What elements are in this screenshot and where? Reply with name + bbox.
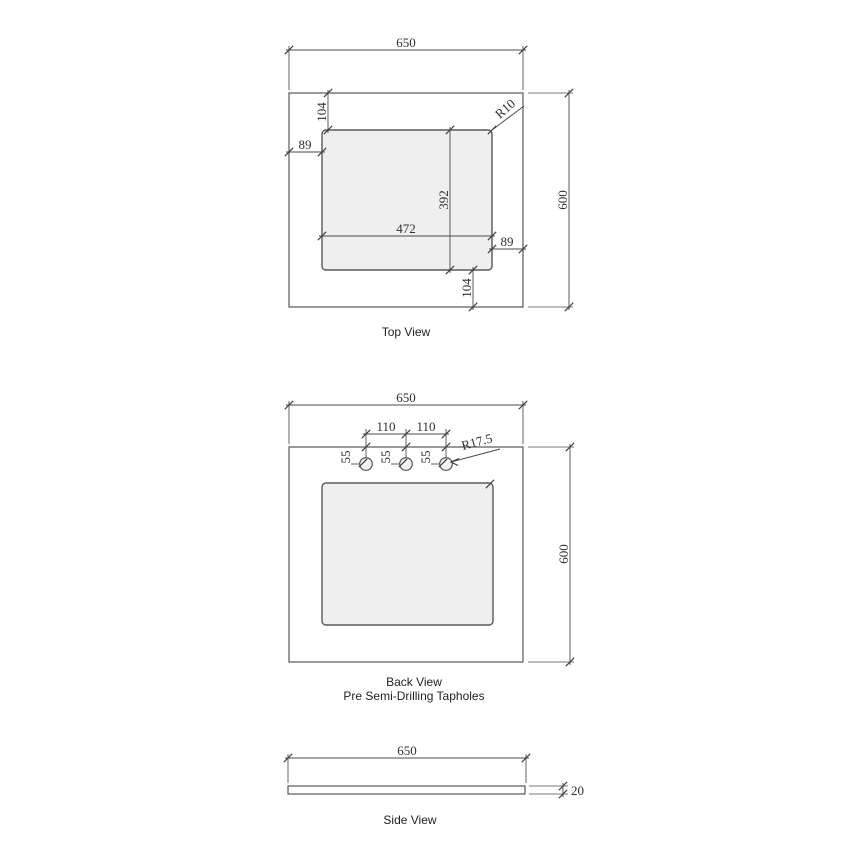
back-view xyxy=(285,390,574,703)
dim-corner-radius: R10 xyxy=(491,95,519,122)
dim-taphole-radius: R17.5 xyxy=(459,430,494,453)
dim-taphole-spacing-right: 110 xyxy=(416,419,436,434)
dim-taphole-spacing-left: 110 xyxy=(376,419,396,434)
back-view-label: Back View xyxy=(386,675,442,689)
benchtop-slab xyxy=(288,786,525,794)
dim-overall-width: 650 xyxy=(396,390,416,405)
radius-leader-line xyxy=(451,449,500,462)
dim-taphole-offset-2: 55 xyxy=(378,450,393,464)
dim-overall-depth: 600 xyxy=(555,190,570,210)
dim-offset-left: 89 xyxy=(298,137,312,152)
back-view-sublabel: Pre Semi-Drilling Tapholes xyxy=(343,689,485,703)
side-view xyxy=(284,743,584,827)
dim-offset-bottom: 104 xyxy=(459,278,474,298)
top-view xyxy=(285,35,573,339)
side-view-label: Side View xyxy=(383,813,437,827)
dim-cutout-depth: 392 xyxy=(436,190,451,210)
dim-taphole-offset-3: 55 xyxy=(418,450,433,464)
cutout-region xyxy=(322,483,493,625)
dim-overall-width: 650 xyxy=(397,743,417,758)
dim-overall-width: 650 xyxy=(396,35,416,50)
dim-cutout-width: 472 xyxy=(396,221,416,236)
cutout-region xyxy=(322,130,492,270)
dim-taphole-offset-1: 55 xyxy=(338,450,353,464)
dim-offset-top: 104 xyxy=(314,102,329,122)
dim-overall-height: 600 xyxy=(556,544,571,564)
dim-thickness: 20 xyxy=(571,783,584,798)
top-view-label: Top View xyxy=(381,325,431,339)
dim-offset-right: 89 xyxy=(500,234,514,249)
